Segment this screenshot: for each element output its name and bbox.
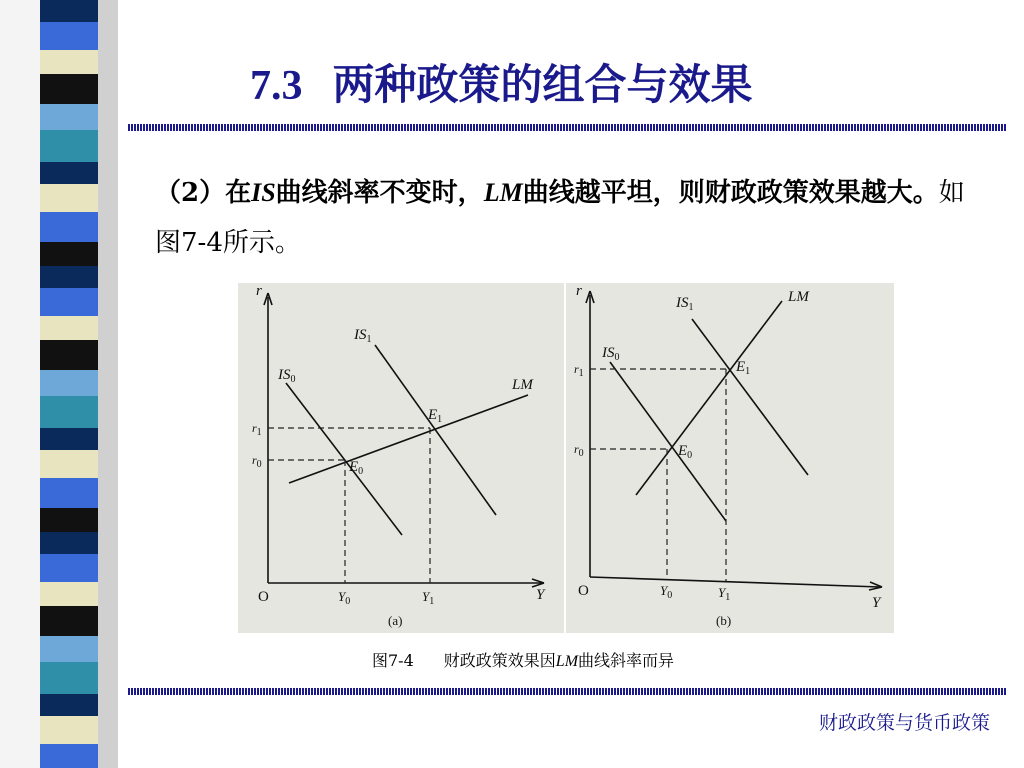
figure-a-lm-label: LM [512, 377, 533, 393]
title-divider [128, 124, 1006, 131]
figure-b-sublabel: (b) [716, 613, 732, 628]
figure-a-origin-label: O [258, 589, 269, 605]
figure-a-y1-tick: $Y_1$ [422, 589, 435, 607]
figure-b-lm-label: LM [788, 289, 809, 305]
caption-text-2: 曲线斜率而异 [578, 651, 675, 670]
figure-b-r-label: r [576, 283, 582, 299]
decorative-side-strip [0, 0, 118, 768]
figure-a-r0-tick: $r_0$ [252, 453, 262, 470]
figure-a-sublabel: (a) [388, 613, 403, 628]
title-text: 两种政策的组合与效果 [332, 60, 753, 109]
para-text-1: （2）在 [155, 178, 252, 208]
para-text-4: 如图7-4所示。 [155, 178, 965, 258]
para-lm-term: LM [483, 178, 523, 207]
slide-title [250, 52, 753, 112]
footer-divider [128, 688, 1006, 695]
figure-b-r1-tick: $r_1$ [574, 362, 584, 379]
figure-b-e1-label: $E_1$ [736, 359, 751, 377]
figure-b-panel [566, 283, 894, 633]
caption-lm-term: LM [555, 653, 579, 670]
figure-b-y0-tick: $Y_0$ [660, 583, 673, 601]
figure-b-is0-label: $IS_0$ [602, 345, 620, 363]
figure-b-y-label: Y [872, 595, 881, 611]
figure-b-r0-tick: $r_0$ [574, 442, 584, 459]
figure-a-is0-curve [286, 383, 402, 535]
figure-a-is1-label: $IS_1$ [354, 327, 372, 345]
caption-text-1: 财政政策效果因 [443, 651, 556, 670]
figure-a-e1-label: $E_1$ [428, 407, 443, 425]
figure-b-e0-label: $E_0$ [678, 443, 693, 461]
figure-b-diagram [566, 283, 894, 633]
figure-b-is0-curve [610, 362, 726, 521]
caption-figure-number: 图7-4 [372, 651, 414, 670]
body-paragraph [155, 168, 965, 268]
figure-a-r-label: r [256, 283, 262, 299]
figure-b-origin-label: O [578, 583, 589, 599]
figure-b-y1-tick: $Y_1$ [718, 585, 731, 603]
figure-a-lm-curve [289, 395, 528, 483]
para-text-3: 曲线越平坦，则财政政策效果越大。 [522, 178, 939, 208]
figure-a-is0-label: $IS_0$ [278, 367, 296, 385]
figure-a-diagram [238, 283, 564, 633]
figure-a-e0-label: $E_0$ [349, 459, 364, 477]
figure-a-y0-tick: $Y_0$ [338, 589, 351, 607]
footer-course-title: 财政政策与货币政策 [818, 712, 990, 734]
para-is-term: IS [251, 178, 276, 207]
title-section-number: 7.3 [250, 63, 303, 109]
figure-b-is1-label: $IS_1$ [676, 295, 694, 313]
figure-caption [372, 648, 674, 671]
figure-a-is1-curve [375, 345, 496, 515]
para-text-2: 曲线斜率不变时， [275, 178, 484, 208]
figure-b-y-axis [590, 577, 880, 587]
figure-a-y-label: Y [536, 587, 545, 603]
figure-b-lm-curve [636, 301, 782, 495]
figure-a-r1-tick: $r_1$ [252, 421, 262, 438]
figure-a-panel [238, 283, 564, 633]
